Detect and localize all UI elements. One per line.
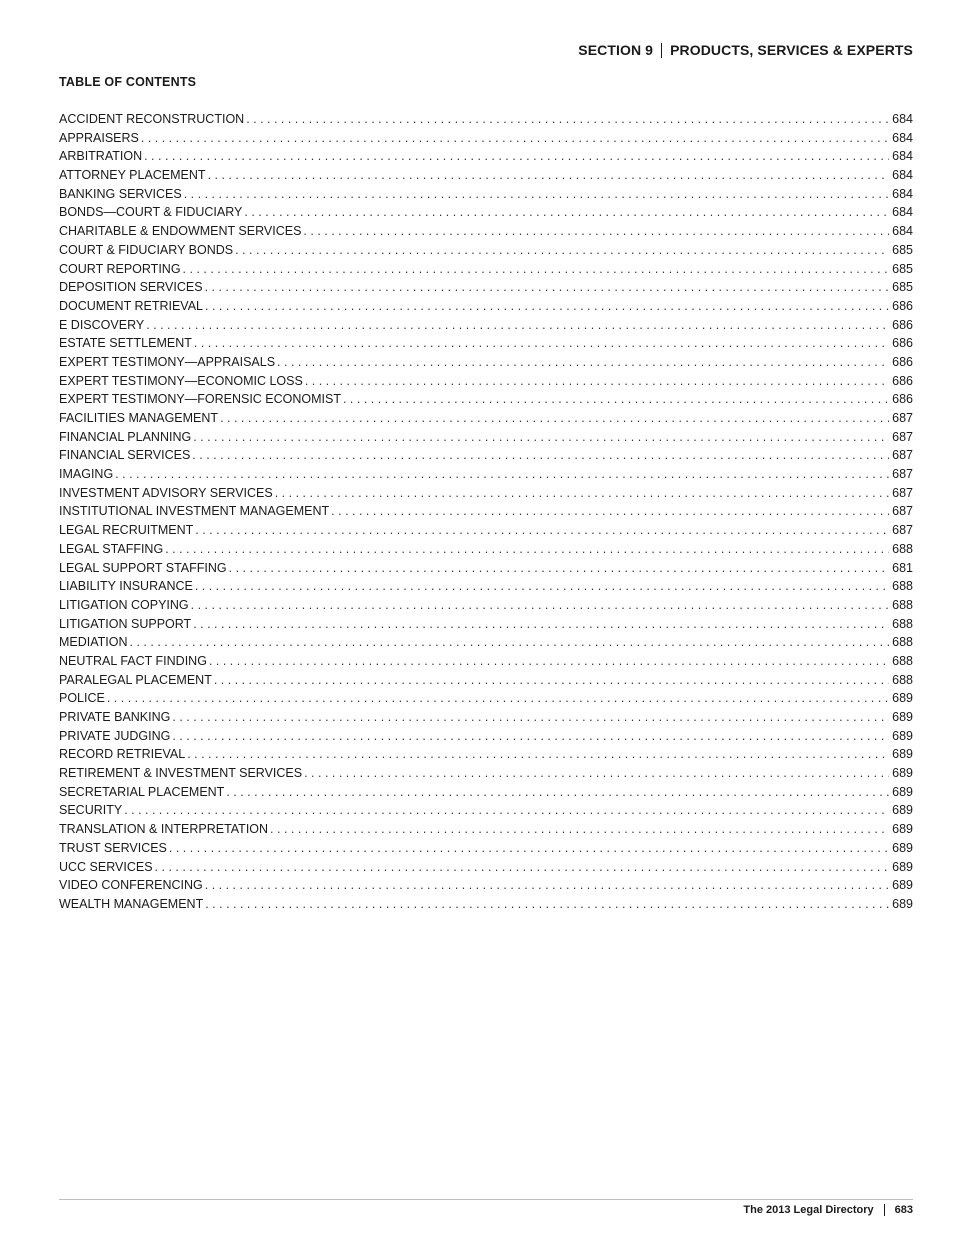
toc-entry-label: LIABILITY INSURANCE xyxy=(59,579,193,594)
toc-entry[interactable] xyxy=(59,633,913,652)
toc-entry-label: RETIREMENT & INVESTMENT SERVICES xyxy=(59,766,303,781)
toc-entry-page: 689 xyxy=(892,803,913,818)
toc-entry[interactable] xyxy=(59,764,913,783)
toc-entry-page: 689 xyxy=(892,747,913,762)
toc-entry[interactable] xyxy=(59,876,913,895)
toc-entry[interactable] xyxy=(59,390,913,409)
toc-entry-label: LEGAL RECRUITMENT xyxy=(59,523,194,538)
dot-leader xyxy=(169,839,889,858)
toc-entry-label: EXPERT TESTIMONY—ECONOMIC LOSS xyxy=(59,373,303,388)
toc-entry-page: 688 xyxy=(892,597,913,612)
dot-leader xyxy=(205,297,889,316)
toc-entry-label: LEGAL STAFFING xyxy=(59,541,164,556)
toc-entry-page: 686 xyxy=(892,298,913,313)
toc-entry-page: 687 xyxy=(892,467,913,482)
toc-entry-label: LEGAL SUPPORT STAFFING xyxy=(59,560,227,575)
toc-entry-page: 689 xyxy=(892,859,913,874)
toc-entry[interactable] xyxy=(59,502,913,521)
toc-entry-label: E DISCOVERY xyxy=(59,317,145,332)
dot-leader xyxy=(146,316,889,335)
dot-leader xyxy=(343,390,889,409)
dot-leader xyxy=(107,689,889,708)
toc-entry-label: COURT REPORTING xyxy=(59,261,181,276)
toc-entry-label: ATTORNEY PLACEMENT xyxy=(59,168,206,183)
toc-entry[interactable] xyxy=(59,559,913,578)
toc-entry[interactable] xyxy=(59,241,913,260)
toc-entry-page: 689 xyxy=(892,766,913,781)
toc-entry[interactable] xyxy=(59,783,913,802)
page-footer xyxy=(743,1204,913,1216)
toc-entry[interactable] xyxy=(59,577,913,596)
toc-entry[interactable] xyxy=(59,727,913,746)
dot-leader xyxy=(144,147,889,166)
dot-leader xyxy=(195,521,889,540)
toc-entry[interactable] xyxy=(59,745,913,764)
toc-entry-label: EXPERT TESTIMONY—APPRAISALS xyxy=(59,354,276,369)
dot-leader xyxy=(193,615,889,634)
toc-entry-page: 688 xyxy=(892,672,913,687)
toc-entry[interactable] xyxy=(59,652,913,671)
toc-entry-page: 686 xyxy=(892,317,913,332)
toc-entry[interactable] xyxy=(59,446,913,465)
toc-entry-page: 684 xyxy=(892,149,913,164)
toc-entry-label: RECORD RETRIEVAL xyxy=(59,747,186,762)
dot-leader xyxy=(246,110,889,129)
dot-leader xyxy=(235,241,889,260)
toc-entry-page: 684 xyxy=(892,205,913,220)
toc-entry-label: BONDS—COURT & FIDUCIARY xyxy=(59,205,243,220)
toc-entry-label: UCC SERVICES xyxy=(59,859,153,874)
toc-entry[interactable] xyxy=(59,147,913,166)
toc-entry[interactable] xyxy=(59,801,913,820)
dot-leader xyxy=(277,353,889,372)
toc-entry-label: FINANCIAL SERVICES xyxy=(59,448,191,463)
toc-entry-page: 688 xyxy=(892,635,913,650)
dot-leader xyxy=(183,260,890,279)
dot-leader xyxy=(184,185,889,204)
dot-leader xyxy=(331,502,889,521)
toc-entry[interactable] xyxy=(59,260,913,279)
toc-entry-page: 688 xyxy=(892,616,913,631)
toc-entry-label: DOCUMENT RETRIEVAL xyxy=(59,298,204,313)
dot-leader xyxy=(172,727,889,746)
toc-entry[interactable] xyxy=(59,316,913,335)
toc-entry[interactable] xyxy=(59,484,913,503)
toc-entry-label: INVESTMENT ADVISORY SERVICES xyxy=(59,485,273,500)
dot-leader xyxy=(205,895,889,914)
toc-entry-page: 689 xyxy=(892,878,913,893)
toc-entry-page: 686 xyxy=(892,392,913,407)
dot-leader xyxy=(194,334,889,353)
toc-entry-label: ACCIDENT RECONSTRUCTION xyxy=(59,112,245,126)
toc-entry-label: PRIVATE JUDGING xyxy=(59,728,171,743)
toc-entry-page: 686 xyxy=(892,354,913,369)
dot-leader xyxy=(275,484,889,503)
toc-entry-label: EXPERT TESTIMONY—FORENSIC ECONOMIST xyxy=(59,392,341,407)
dot-leader xyxy=(195,577,889,596)
toc-entry-label: LITIGATION COPYING xyxy=(59,597,189,612)
toc-entry[interactable] xyxy=(59,110,913,129)
toc-entry[interactable] xyxy=(59,839,913,858)
toc-entry-label: ESTATE SETTLEMENT xyxy=(59,336,192,351)
toc-list xyxy=(59,110,913,914)
dot-leader xyxy=(124,801,889,820)
dot-leader xyxy=(226,783,889,802)
toc-entry-page: 688 xyxy=(892,541,913,556)
toc-entry-label: ARBITRATION xyxy=(59,149,143,164)
publication-title: The 2013 Legal Directory xyxy=(743,1204,874,1216)
toc-entry-page: 684 xyxy=(892,130,913,145)
toc-entry[interactable] xyxy=(59,689,913,708)
toc-entry-label: FINANCIAL PLANNING xyxy=(59,429,192,444)
toc-entry-label: BANKING SERVICES xyxy=(59,186,182,201)
toc-entry[interactable] xyxy=(59,278,913,297)
dot-leader xyxy=(130,633,890,652)
toc-entry-page: 687 xyxy=(892,411,913,425)
toc-entry[interactable] xyxy=(59,521,913,540)
toc-entry-label: MEDIATION xyxy=(59,635,128,650)
dot-leader xyxy=(229,559,890,578)
toc-entry-label: IMAGING xyxy=(59,467,114,482)
dot-leader xyxy=(305,372,889,391)
dot-leader xyxy=(214,671,889,690)
toc-entry-label: WEALTH MANAGEMENT xyxy=(59,896,204,911)
toc-entry-page: 689 xyxy=(892,784,913,799)
toc-entry-label: VIDEO CONFERENCING xyxy=(59,878,203,893)
toc-entry-label: TRANSLATION & INTERPRETATION xyxy=(59,822,269,837)
toc-entry-page: 684 xyxy=(892,168,913,183)
dot-leader xyxy=(303,222,889,241)
toc-entry-page: 689 xyxy=(892,728,913,743)
dot-leader xyxy=(220,409,889,428)
toc-entry-label: DEPOSITION SERVICES xyxy=(59,280,203,295)
page-header xyxy=(578,42,913,58)
section-number: SECTION 9 xyxy=(578,42,654,58)
toc-entry[interactable] xyxy=(59,129,913,148)
dot-leader xyxy=(192,446,889,465)
toc-entry-page: 684 xyxy=(892,224,913,239)
toc-entry-page: 689 xyxy=(892,896,913,911)
page-number: 683 xyxy=(894,1204,913,1216)
dot-leader xyxy=(191,596,889,615)
toc-entry[interactable] xyxy=(59,297,913,316)
dot-leader xyxy=(141,129,889,148)
toc-entry-page: 684 xyxy=(892,112,913,126)
toc-entry[interactable] xyxy=(59,820,913,839)
toc-entry-label: CHARITABLE & ENDOWMENT SERVICES xyxy=(59,224,302,239)
footer-divider xyxy=(59,1199,913,1200)
toc-entry-label: INSTITUTIONAL INVESTMENT MANAGEMENT xyxy=(59,504,330,519)
toc-entry[interactable] xyxy=(59,671,913,690)
dot-leader xyxy=(187,745,889,764)
section-title: PRODUCTS, SERVICES & EXPERTS xyxy=(670,42,913,58)
toc-entry[interactable] xyxy=(59,615,913,634)
toc-entry-page: 687 xyxy=(892,485,913,500)
toc-entry-label: PARALEGAL PLACEMENT xyxy=(59,672,212,687)
toc-entry-page: 685 xyxy=(892,242,913,257)
toc-entry[interactable] xyxy=(59,465,913,484)
toc-entry-page: 687 xyxy=(892,448,913,463)
toc-entry[interactable] xyxy=(59,203,913,222)
toc-entry-label: SECRETARIAL PLACEMENT xyxy=(59,784,225,799)
toc-entry-page: 688 xyxy=(892,579,913,594)
toc-entry-label: NEUTRAL FACT FINDING xyxy=(59,653,207,668)
toc-entry-page: 685 xyxy=(892,261,913,276)
toc-entry-label: COURT & FIDUCIARY BONDS xyxy=(59,242,234,257)
toc-entry[interactable] xyxy=(59,353,913,372)
toc-entry-label: POLICE xyxy=(59,691,105,706)
toc-entry-page: 686 xyxy=(892,336,913,351)
toc-entry[interactable] xyxy=(59,895,913,914)
toc-entry-page: 681 xyxy=(892,560,913,575)
toc-entry[interactable] xyxy=(59,185,913,204)
dot-leader xyxy=(193,428,889,447)
toc-entry-page: 687 xyxy=(892,504,913,519)
dot-leader xyxy=(205,278,890,297)
dot-leader xyxy=(244,203,889,222)
dot-leader xyxy=(208,166,890,185)
dot-leader xyxy=(270,820,889,839)
dot-leader xyxy=(165,540,889,559)
toc-entry[interactable] xyxy=(59,409,913,428)
toc-entry[interactable] xyxy=(59,428,913,447)
toc-entry-label: PRIVATE BANKING xyxy=(59,710,171,724)
toc-entry-page: 689 xyxy=(892,840,913,855)
toc-entry-page: 689 xyxy=(892,822,913,837)
toc-entry-page: 689 xyxy=(892,691,913,706)
toc-entry-page: 689 xyxy=(892,710,913,724)
header-separator xyxy=(661,43,662,58)
toc-entry-page: 687 xyxy=(892,429,913,444)
toc-entry[interactable] xyxy=(59,372,913,391)
footer-separator xyxy=(884,1204,885,1216)
dot-leader xyxy=(155,858,890,877)
toc-entry-label: FACILITIES MANAGEMENT xyxy=(59,411,219,425)
dot-leader xyxy=(115,465,889,484)
toc-entry[interactable] xyxy=(59,540,913,559)
dot-leader xyxy=(205,876,889,895)
toc-entry-label: SECURITY xyxy=(59,803,123,818)
toc-entry[interactable] xyxy=(59,596,913,615)
dot-leader xyxy=(209,652,889,671)
toc-entry-page: 685 xyxy=(892,280,913,295)
toc-entry[interactable] xyxy=(59,166,913,185)
toc-entry[interactable] xyxy=(59,858,913,877)
toc-entry[interactable] xyxy=(59,222,913,241)
toc-entry[interactable] xyxy=(59,708,913,727)
dot-leader xyxy=(172,708,889,727)
toc-entry-label: TRUST SERVICES xyxy=(59,840,167,855)
toc-entry-page: 684 xyxy=(892,186,913,201)
dot-leader xyxy=(304,764,889,783)
toc-heading: TABLE OF CONTENTS xyxy=(59,75,197,89)
toc-entry-page: 687 xyxy=(892,523,913,538)
toc-entry-page: 686 xyxy=(892,373,913,388)
toc-entry-label: APPRAISERS xyxy=(59,130,139,145)
toc-entry-page: 688 xyxy=(892,653,913,668)
toc-entry[interactable] xyxy=(59,334,913,353)
toc-entry-label: LITIGATION SUPPORT xyxy=(59,616,192,631)
